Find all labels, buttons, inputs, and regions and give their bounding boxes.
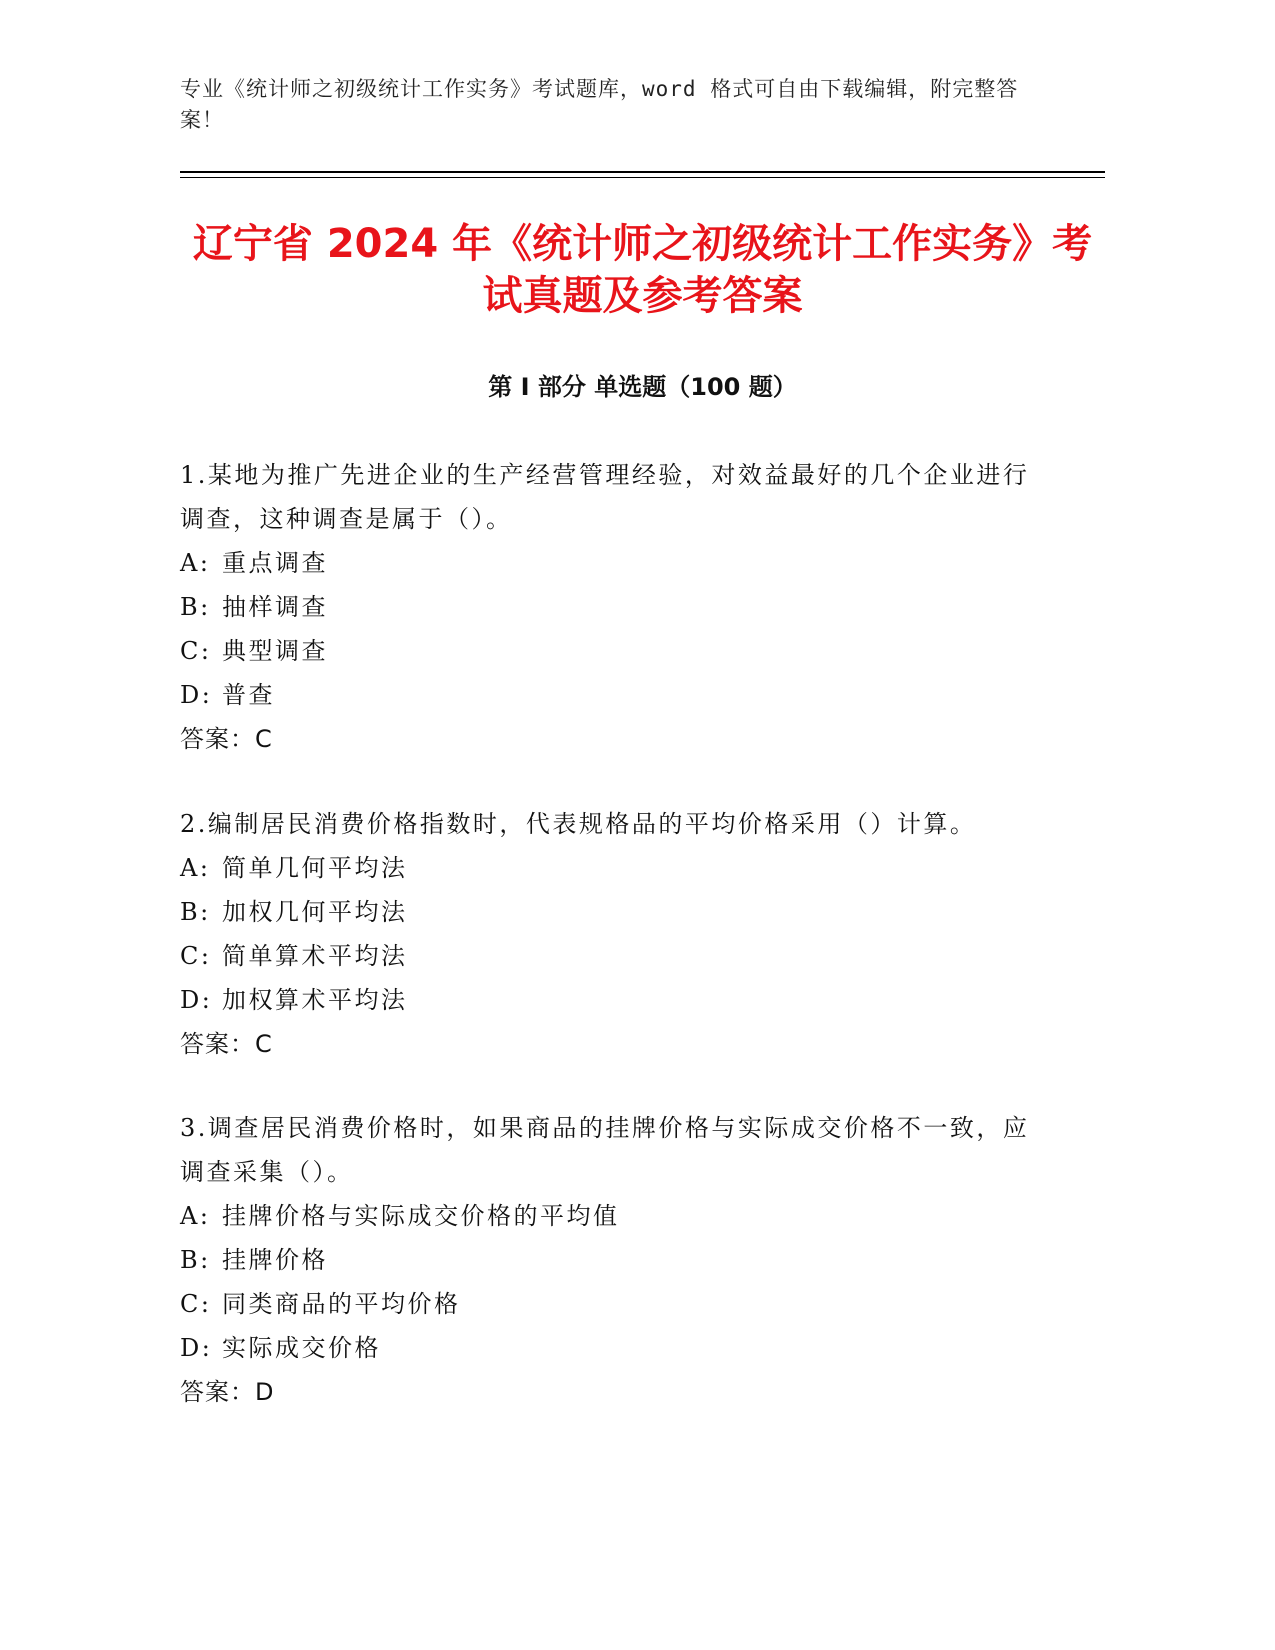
option-text: 普查 — [222, 681, 275, 709]
option-key: D: — [180, 1334, 213, 1362]
option-text: 实际成交价格 — [222, 1334, 381, 1362]
question-stem: 3.调查居民消费价格时，如果商品的挂牌价格与实际成交价格不一致，应调查采集（）。 — [180, 1114, 1030, 1186]
option-key: C: — [180, 637, 212, 665]
option-c — [180, 629, 1105, 673]
option-c — [180, 1282, 1105, 1326]
answer: 答案：C — [180, 1030, 273, 1058]
question-2 — [180, 802, 1105, 1066]
option-key: D: — [180, 681, 213, 709]
option-a — [180, 846, 1105, 890]
option-a — [180, 541, 1105, 585]
option-text: 典型调查 — [222, 637, 328, 665]
option-d — [180, 673, 1105, 717]
section-heading: 第 I 部分 单选题（100 题） — [488, 373, 797, 401]
header-rule-thick — [180, 171, 1105, 173]
question-3 — [180, 1106, 1105, 1414]
header-rule-thin — [180, 177, 1105, 178]
option-text: 挂牌价格与实际成交价格的平均值 — [222, 1202, 620, 1230]
option-text: 加权几何平均法 — [222, 898, 408, 926]
option-a — [180, 1194, 1105, 1238]
option-key: A: — [180, 1202, 211, 1230]
header-note: 专业《统计师之初级统计工作实务》考试题库，word 格式可自由下载编辑，附完整答案！ — [180, 77, 1019, 132]
option-b — [180, 585, 1105, 629]
option-c — [180, 934, 1105, 978]
option-key: A: — [180, 854, 211, 882]
option-text: 挂牌价格 — [222, 1246, 328, 1274]
option-text: 简单算术平均法 — [222, 942, 408, 970]
option-key: D: — [180, 986, 213, 1014]
document-page — [180, 0, 1105, 1650]
option-key: B: — [180, 898, 211, 926]
option-text: 重点调查 — [222, 549, 328, 577]
option-d — [180, 978, 1105, 1022]
option-key: B: — [180, 593, 211, 621]
option-key: A: — [180, 549, 211, 577]
question-stem: 2.编制居民消费价格指数时，代表规格品的平均价格采用（）计算。 — [180, 810, 977, 838]
answer: 答案：C — [180, 725, 273, 753]
document-title: 辽宁省 2024 年《统计师之初级统计工作实务》考试真题及参考答案 — [192, 221, 1093, 319]
option-text: 同类商品的平均价格 — [222, 1290, 461, 1318]
option-key: C: — [180, 1290, 212, 1318]
option-b — [180, 1238, 1105, 1282]
answer: 答案：D — [180, 1378, 275, 1406]
option-d — [180, 1326, 1105, 1370]
question-stem: 1.某地为推广先进企业的生产经营管理经验，对效益最好的几个企业进行调查，这种调查是属于（）。 — [180, 461, 1030, 533]
question-1 — [180, 453, 1105, 761]
option-text: 抽样调查 — [222, 593, 328, 621]
option-b — [180, 890, 1105, 934]
option-text: 加权算术平均法 — [222, 986, 408, 1014]
option-key: B: — [180, 1246, 211, 1274]
option-key: C: — [180, 942, 212, 970]
option-text: 简单几何平均法 — [222, 854, 408, 882]
